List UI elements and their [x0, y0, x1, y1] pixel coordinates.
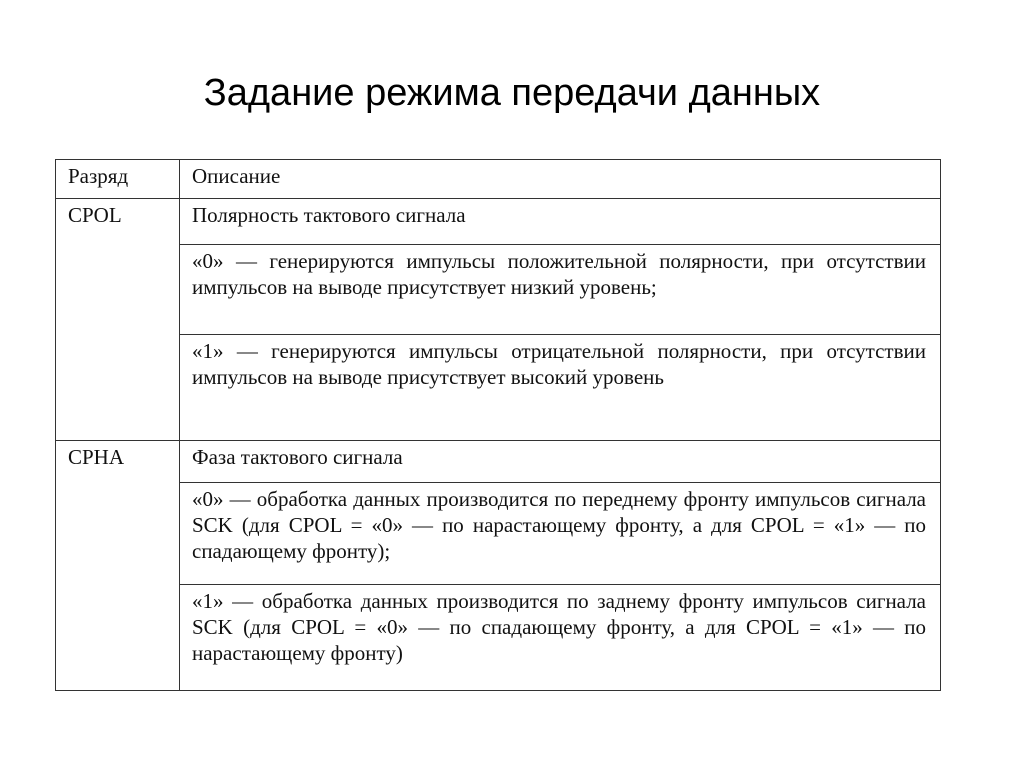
table-row [56, 585, 941, 691]
header-bit: Разряд [56, 160, 180, 199]
table-row [56, 199, 941, 245]
slide-title: Задание режима передачи данных [203, 72, 821, 114]
description-cell: «1» — генерируются импульсы отрицательной полярности, при отсутствии импульсов на выводе присутствует высокий уровень [180, 335, 941, 441]
table-header-row [56, 160, 941, 199]
table-row [56, 483, 941, 585]
table-row [56, 335, 941, 441]
description-cell: «0» — обработка данных производится по переднему фронту импульсов сигнала SCK (для CPOL = «0» — по нарастающему фронту, а для CPOL = «1» — по спадающему фронту); [180, 483, 941, 585]
description-cell: «1» — обработка данных производится по заднему фронту импульсов сигнала SCK (для CPOL = «0» — по спадающему фронту, а для CPOL = «1» — по нарастающему фронту) [180, 585, 941, 691]
bit-description-table [55, 159, 941, 691]
table-row [56, 245, 941, 335]
table-row [56, 441, 941, 483]
description-cell: Фаза тактового сигнала [180, 441, 941, 483]
bit-name-cpol: CPOL [56, 199, 180, 441]
header-description: Описание [180, 160, 941, 199]
bit-name-cpha: CPHA [56, 441, 180, 691]
description-cell: Полярность тактового сигнала [180, 199, 941, 245]
description-cell: «0» — генерируются импульсы положительной полярности, при отсутствии импульсов на выводе присутствует низкий уровень; [180, 245, 941, 335]
